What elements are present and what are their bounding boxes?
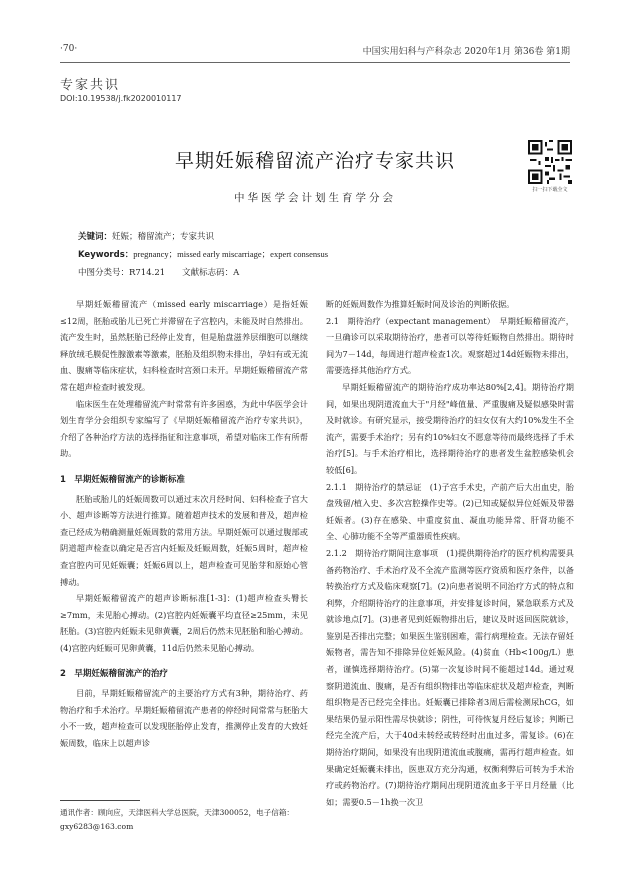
paragraph: 2.1 期待治疗（expectant management） 早期妊娠稽留流产，一旦确诊可以采取期待治疗，患者可以等待妊娠物自然排出。期待时间为7－14d，每周进行超声检查1次。观察超过14d妊娠物未排出，需要选择其他治疗方式。	[326, 315, 574, 376]
keywords-cn-label: 关键词：	[78, 232, 113, 242]
qr-code-icon	[528, 140, 572, 184]
keywords-en-value: pregnancy；missed early miscarriage；expert consensus	[133, 249, 329, 259]
paragraph: 早期妊娠稽留流产的期待治疗成功率达80%[2,4]。期待治疗期间，如果出现阴道流血大于"月经"峰值量、严重腹痛及疑似感染时需及时就诊。有研究显示，接受期待治疗的妇女仅有大约10%发生不全流产，需要手术治疗；另有约10%妇女不愿意等待而最终选择了手术治疗[5]。与手术治疗相比，选择期待治疗的患者发生盆腔感染机会较低[6]。	[326, 381, 574, 475]
paragraph: 目前，早期妊娠稽留流产的主要治疗方式有3种，期待治疗、药物治疗和手术治疗。早期妊娠稽留流产患者的停经时间常常与胚胎大小不一致，超声检查可以发现胚胎停止发育，推测停止发育的大致妊娠周数，临床上以超声诊	[60, 688, 308, 748]
keywords-cn	[78, 230, 214, 242]
page-number: ·70·	[60, 44, 78, 54]
doi: DOI:10.19538/j.fk2020010117	[60, 94, 182, 103]
section-heading: 2 早期妊娠稽留流产的治疗	[60, 669, 168, 680]
paragraph: 早期妊娠稽留流产的超声诊断标准[1-3]：(1)超声检查头臀长≥7mm，未见胎心搏动。(2)宫腔内妊娠囊平均直径≥25mm，未见胚胎。(3)宫腔内妊娠未见卵黄囊，2周后仍然未见胚胎和胎心搏动。(4)宫腔内妊娠可见卵黄囊，11d后仍然未见胎心搏动。	[60, 593, 308, 653]
header-rule	[60, 62, 570, 63]
paragraph: 早期妊娠稽留流产（missed early miscarriage）是指妊娠≤12周，胚胎或胎儿已死亡并滞留在子宫腔内，未能及时自然排出。流产发生时，虽然胚胎已经停止发育，但是胎盘滋养层细胞可以继续释放绒毛膜促性腺激素等激素，胚胎及组织物未排出，孕妇有或无流血、腹痛等临床症状，妇科检查时宫颈口未开。早期妊娠稽留流产常常在超声检查时被发现。	[60, 299, 308, 392]
section-heading: 1 早期妊娠稽留流产的诊断标准	[60, 474, 185, 485]
author: 中华医学会计划生育学分会	[234, 192, 396, 204]
paragraph: 临床医生在处理稽留流产时常常有许多困惑，为此中华医学会计划生育学分会组织专家编写了《早期妊娠稽留流产治疗专家共识》，介绍了各种治疗方法的选择指征和注意事项，希望对临床工作有所帮助。	[60, 398, 308, 459]
journal-header: 中国实用妇科与产科杂志 2020年1月 第36卷 第1期	[362, 47, 570, 57]
right-column	[326, 296, 574, 810]
keywords-en	[78, 248, 328, 260]
left-column	[60, 296, 308, 751]
footnote-rule	[60, 800, 140, 801]
section-label: 专家共识	[60, 78, 121, 93]
keywords-cn-value: 妊娠；稽留流产；专家共识	[112, 232, 215, 242]
footnote: 通讯作者：顾向应，天津医科大学总医院，天津300052，电子信箱：gxy6283@163.com	[60, 808, 295, 831]
article-title: 早期妊娠稽留流产治疗专家共识	[174, 150, 455, 172]
qr-caption: 扫一扫下载全文	[532, 187, 568, 193]
paragraph: 2.1.2 期待治疗期间注意事项 (1)提供期待治疗的医疗机构需要具备药物治疗、手术治疗及不全流产监测等医疗资质和医疗条件，以备转换治疗方式及临床观察[7]。(2)向患者说明不同治疗方式的特点和利弊，介绍期待治疗的注意事项，并安排复诊时间，紧急联系方式及就诊地点[7]。(3)患者见到妊娠物排出后，建议及时返回医院就诊，鉴别是否排出完整；如果医生鉴别困难，需行病理检查。无法存留妊娠物者，需告知不排除异位妊娠风险。(4)贫血（Hb<100g/L）患者，谨慎选择期待治疗。(5)第一次复诊时间不能超过14d。通过观察阴道流血、腹痛，是否有组织物排出等临床症状及超声检查，判断组织物是否已经完全排出。妊娠囊已排除者3周后需检测尿hCG，如果结果仍显示阳性需尽快就诊；阴性，可待恢复月经后复诊；判断已经完全流产后，大于40d未转经或转经时出血过多，需复诊。(6)在期待治疗期间，如果没有出现阴道流血或腹痛，需再行超声检查。如果确定妊娠囊未排出，医患双方充分沟通，权衡利弊后可转为手术治疗或药物治疗。(7)期待治疗期间出现阴道流血多于平日月经量（比如；需要0.5－1h换一次卫	[326, 547, 574, 807]
paragraph: 断的妊娠周数作为推算妊娠时间及诊治的判断依据。	[326, 299, 515, 309]
paragraph: 胚胎或胎儿的妊娠周数可以通过末次月经时间、妇科检查子宫大小、超声诊断等方法进行推算。随着超声技术的发展和普及，超声检查已经成为精确测量妊娠周数的常用方法。早期妊娠可以通过腹部或阴道超声检查以确定是否宫内妊娠及妊娠周数，妊娠5周时，超声检查宫腔内可见妊娠囊；妊娠6周以上，超声检查可见胎芽和原始心管搏动。	[60, 493, 308, 587]
keywords-en-label: Keywords：	[78, 250, 134, 260]
paragraph: 2.1.1 期待治疗的禁忌证 (1)子宫手术史，产前产后大出血史，胎盘残留/植入史、多次宫腔操作史等。(2)已知或疑似异位妊娠及带器妊娠者。(3)存在感染、中重度贫血、凝血功能异常、肝肾功能不全、心肺功能不全等严重器质性疾病。	[326, 481, 574, 542]
classification: 中图分类号：R714.21 文献标志码：A	[78, 268, 240, 278]
